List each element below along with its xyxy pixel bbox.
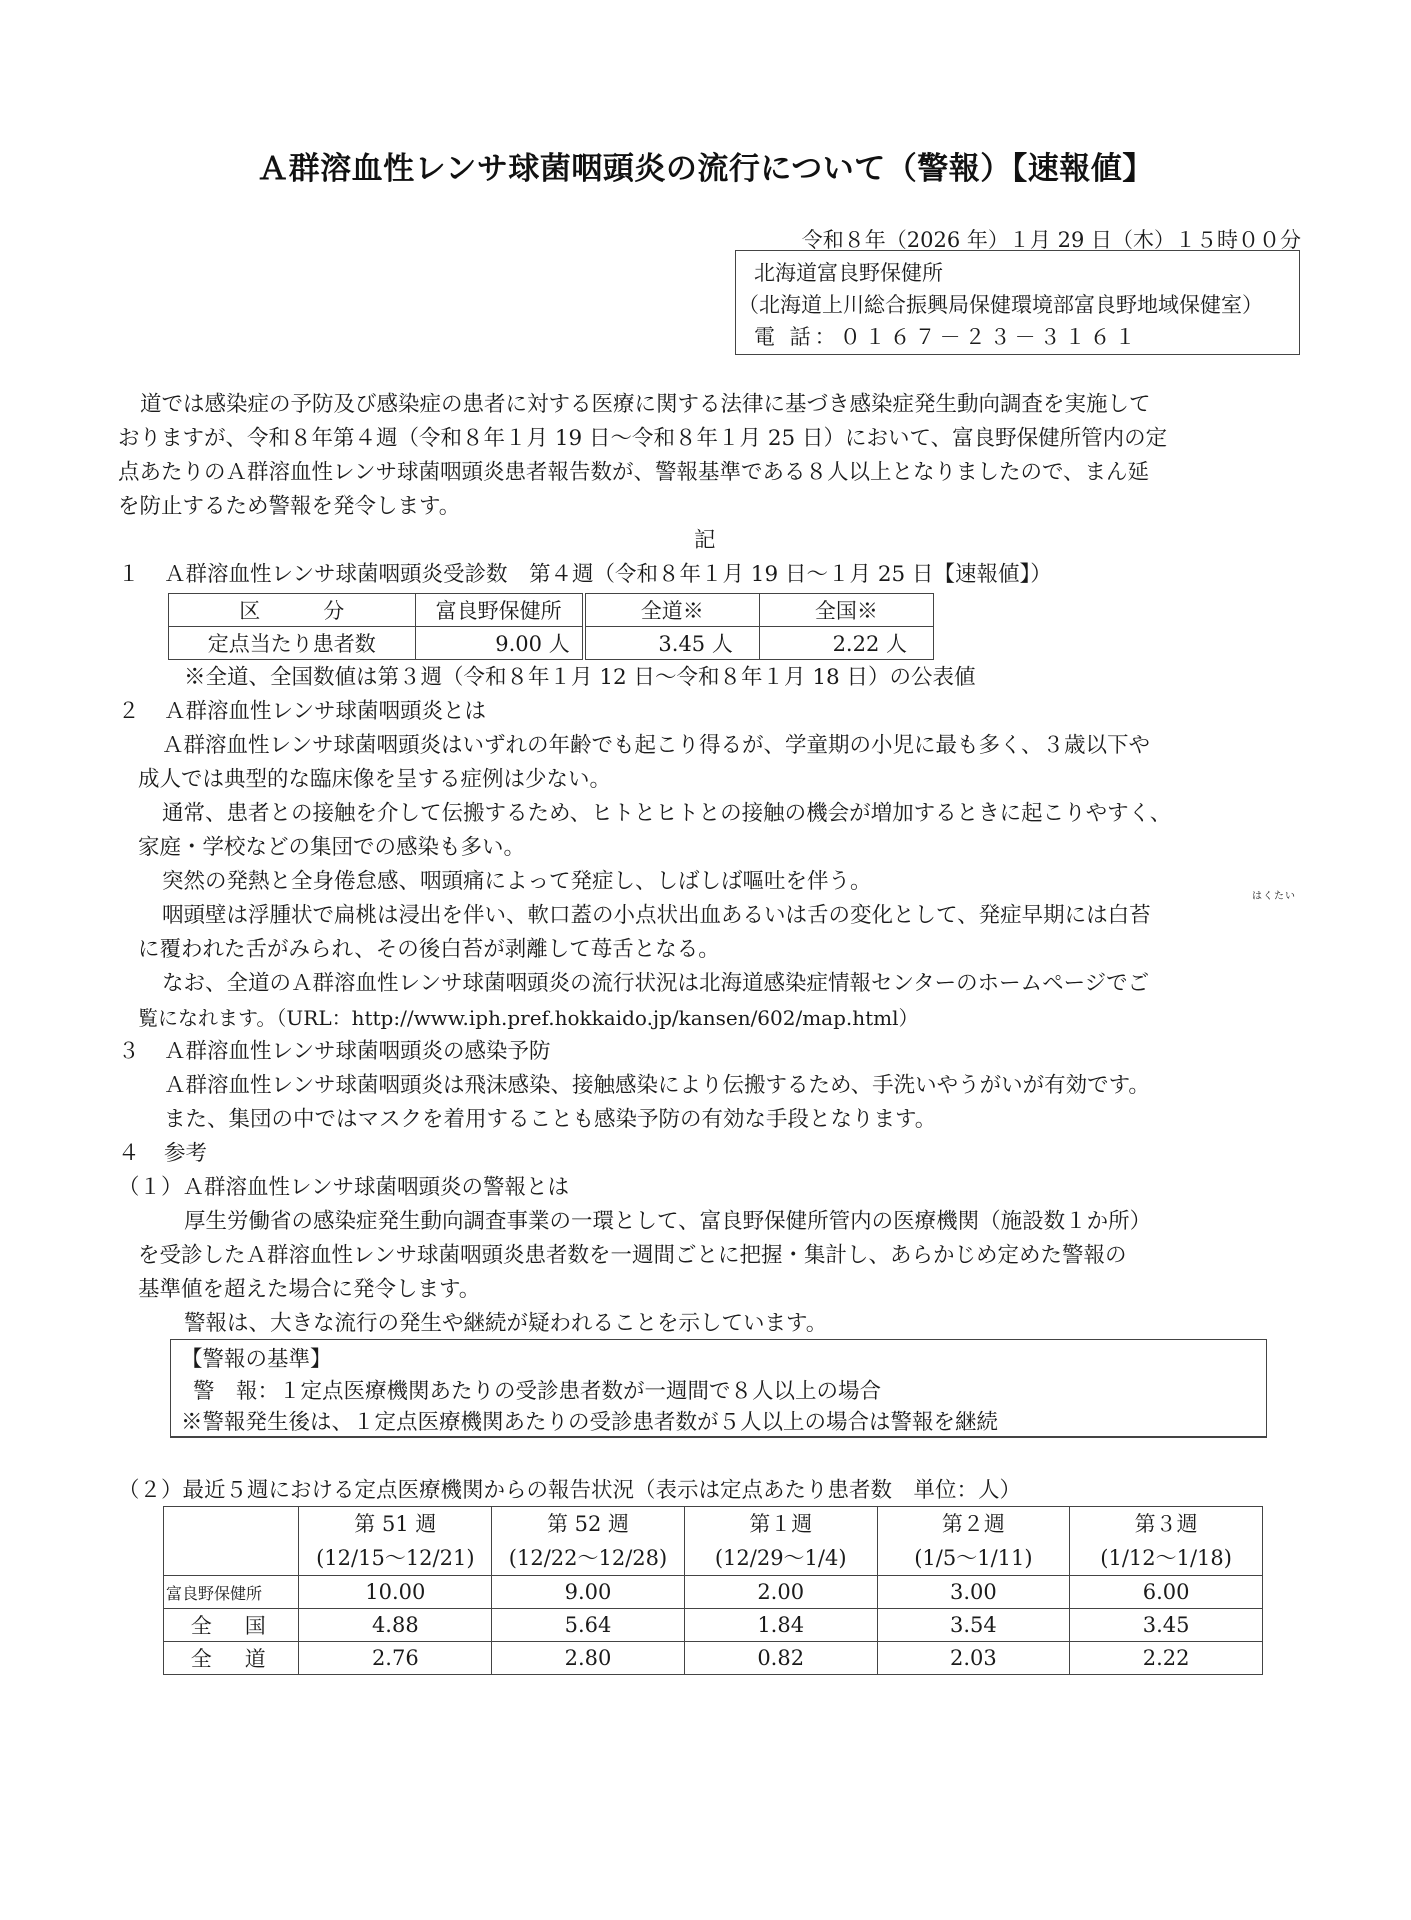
table-header-row <box>164 1507 1263 1576</box>
week-label: 第１週 <box>749 1512 813 1536</box>
cell-value: 2.80 <box>492 1642 685 1675</box>
page-title: Ａ群溶血性レンサ球菌咽頭炎の流行について（警報）【速報値】 <box>257 151 1154 187</box>
cell-value: 3.00 <box>877 1576 1070 1609</box>
sub1-line: 基準値を超えた場合に発令します。 <box>138 1277 481 1302</box>
cell-value: 0.82 <box>684 1642 877 1675</box>
value-furano: 9.00 人 <box>415 627 584 660</box>
cell-value: 2.00 <box>684 1576 877 1609</box>
week-label: 第 52 週 <box>546 1512 630 1536</box>
section3-line: Ａ群溶血性レンサ球菌咽頭炎は飛沫感染、接触感染により伝搬するため、手洗いやうがいが有効です。 <box>164 1073 1150 1098</box>
table-row <box>164 1609 1263 1642</box>
header-furano: 富良野保健所 <box>415 594 584 627</box>
cell-value: 5.64 <box>492 1609 685 1642</box>
phone-number: ０１６７－２３－３１６１ <box>839 325 1140 349</box>
cell-value: 10.00 <box>299 1576 492 1609</box>
week-header <box>877 1507 1070 1576</box>
section2-line: 家庭・学校などの集団での感染も多い。 <box>138 835 526 860</box>
section1-note: ※全道、全国数値は第３週（令和８年１月 12 日～令和８年１月 18 日）の公表値 <box>184 665 976 690</box>
cell-value: 2.76 <box>299 1642 492 1675</box>
section4-heading: 参考 <box>164 1141 208 1166</box>
section1-heading: Ａ群溶血性レンサ球菌咽頭炎受診数 第４週（令和８年１月 19 日～１月 25 日【速報値】） <box>164 562 1052 587</box>
week-header <box>492 1507 685 1576</box>
issuer-phone <box>754 321 1140 351</box>
week-range: (1/12～1/18) <box>1100 1546 1232 1570</box>
value-national: 2.22 人 <box>759 627 933 660</box>
cell-value: 4.88 <box>299 1609 492 1642</box>
section2-number: ２ <box>118 699 140 724</box>
issuer-box <box>735 250 1300 355</box>
section2-line: なお、全道のＡ群溶血性レンサ球菌咽頭炎の流行状況は北海道感染症情報センターのホームページでご <box>162 971 1150 996</box>
table-row <box>164 1576 1263 1609</box>
cell-value: 1.84 <box>684 1609 877 1642</box>
header-national: 全国※ <box>759 594 933 627</box>
week-range: (12/15～12/21) <box>316 1546 475 1570</box>
alert-criteria-box <box>170 1339 1267 1438</box>
table-row <box>169 627 934 660</box>
week-range: (1/5～1/11) <box>914 1546 1033 1570</box>
section4-number: ４ <box>118 1141 140 1166</box>
section2-line: 成人では典型的な臨床像を呈する症例は少ない。 <box>138 767 612 792</box>
cell-value: 2.03 <box>877 1642 1070 1675</box>
intro-line: 道では感染症の予防及び感染症の患者に対する医療に関する法律に基づき感染症発生動向調査を実施して <box>140 392 1151 417</box>
cell-value: 2.22 <box>1070 1642 1263 1675</box>
section2-heading: Ａ群溶血性レンサ球菌咽頭炎とは <box>164 699 486 724</box>
criteria-line: 警 報：１定点医療機関あたりの受診患者数が一週間で８人以上の場合 <box>193 1379 882 1404</box>
section2-line: 突然の発熱と全身倦怠感、咽頭痛によって発症し、しばしば嘔吐を伴う。 <box>162 869 872 894</box>
week-label: 第 51 週 <box>354 1512 437 1536</box>
sub1-heading: （１）Ａ群溶血性レンサ球菌咽頭炎の警報とは <box>118 1175 569 1200</box>
current-week-table <box>168 593 934 660</box>
section2-line: 通常、患者との接触を介して伝搬するため、ヒトとヒトとの接触の機会が増加するときに起こりやすく、 <box>162 801 1172 826</box>
row-label: 富良野保健所 <box>164 1576 299 1609</box>
table-row <box>164 1642 1263 1675</box>
furigana-hakutai: はくたい <box>1252 891 1296 902</box>
row-label: 全 道 <box>164 1642 299 1675</box>
cell-value: 3.45 <box>1070 1609 1263 1642</box>
table-header-row <box>169 594 934 627</box>
header-hokkaido: 全道※ <box>584 594 760 627</box>
section1-number: １ <box>118 562 140 587</box>
sub1-line: 警報は、大きな流行の発生や継続が疑われることを示しています。 <box>184 1311 828 1336</box>
recent-weeks-table <box>163 1506 1263 1675</box>
week-range: (12/29～1/4) <box>714 1546 847 1570</box>
row-label: 定点当たり患者数 <box>169 627 416 660</box>
sub1-line: を受診したＡ群溶血性レンサ球菌咽頭炎患者数を一週間ごとに把握・集計し、あらかじめ定めた警報の <box>138 1243 1127 1268</box>
criteria-line: ※警報発生後は、１定点医療機関あたりの受診患者数が５人以上の場合は警報を継続 <box>181 1410 999 1435</box>
issuer-name: 北海道富良野保健所 <box>754 261 943 285</box>
intro-line: おりますが、令和８年第４週（令和８年１月 19 日～令和８年１月 25 日）において、富良野保健所管内の定 <box>118 426 1168 451</box>
value-hokkaido: 3.45 人 <box>584 627 760 660</box>
week-header <box>684 1507 877 1576</box>
cell-value: 3.54 <box>877 1609 1070 1642</box>
week-label: 第２週 <box>941 1512 1005 1536</box>
week-header <box>299 1507 492 1576</box>
section3-number: ３ <box>118 1039 140 1064</box>
header-category: 区 分 <box>169 594 416 627</box>
phone-label: 電 話： <box>754 325 840 349</box>
cell-value: 9.00 <box>492 1576 685 1609</box>
cell-value: 6.00 <box>1070 1576 1263 1609</box>
empty-corner-cell <box>164 1507 299 1576</box>
section3-line: また、集団の中ではマスクを着用することも感染予防の有効な手段となります。 <box>164 1107 937 1132</box>
ki-mark: 記 <box>694 528 716 553</box>
week-header <box>1070 1507 1263 1576</box>
section2-url-line[interactable]: 覧になれます。（URL：http://www.iph.pref.hokkaido.jp/kansen/602/map.html） <box>138 1006 919 1030</box>
sub1-line: 厚生労働省の感染症発生動向調査事業の一環として、富良野保健所管内の医療機関（施設数１か所） <box>184 1209 1152 1234</box>
week-range: (12/22～12/28) <box>508 1546 668 1570</box>
issue-datetime: 令和８年（2026 年）１月 29 日（木）１５時００分 <box>801 228 1301 252</box>
row-label: 全 国 <box>164 1609 299 1642</box>
criteria-title: 【警報の基準】 <box>181 1347 332 1372</box>
issuer-department: （北海道上川総合振興局保健環境部富良野地域保健室） <box>738 293 1263 317</box>
section2-line: Ａ群溶血性レンサ球菌咽頭炎はいずれの年齢でも起こり得るが、学童期の小児に最も多く、３歳以下や <box>162 733 1151 758</box>
section2-line: に覆われた舌がみられ、その後白苔が剥離して苺舌となる。 <box>138 937 720 962</box>
intro-line: 点あたりのＡ群溶血性レンサ球菌咽頭炎患者報告数が、警報基準である８人以上となりましたので、まん延 <box>118 460 1150 485</box>
week-label: 第３週 <box>1134 1512 1198 1536</box>
sub2-heading: （２）最近５週における定点医療機関からの報告状況（表示は定点あたり患者数 単位：人） <box>118 1478 1022 1503</box>
intro-line: を防止するため警報を発令します。 <box>118 494 461 519</box>
section2-line: 咽頭壁は浮腫状で扁桃は浸出を伴い、軟口蓋の小点状出血あるいは舌の変化として、発症早期には白苔 <box>162 903 1151 928</box>
section3-heading: Ａ群溶血性レンサ球菌咽頭炎の感染予防 <box>164 1039 551 1064</box>
